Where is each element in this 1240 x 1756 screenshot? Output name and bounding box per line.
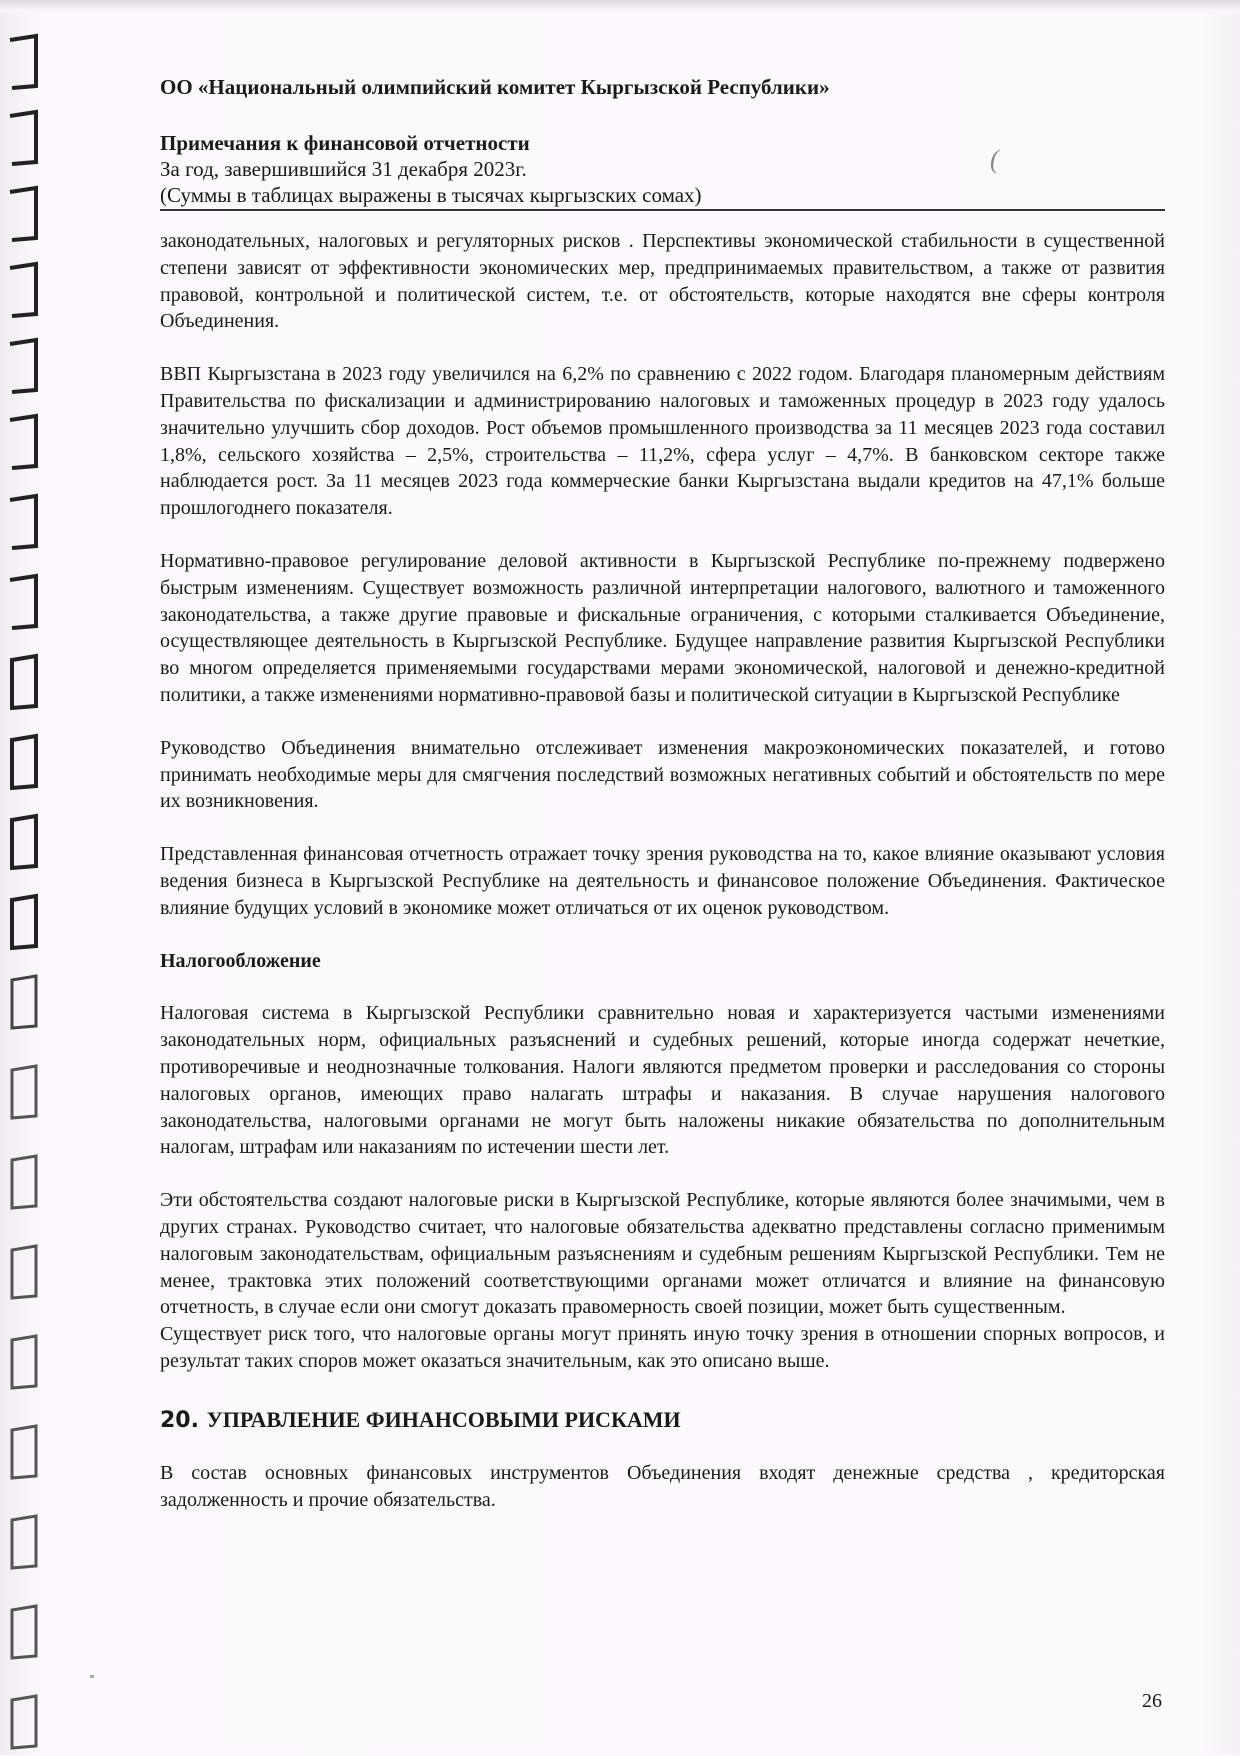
paragraph: В состав основных финансовых инструментов Объединения входят денежные средства , кредиторская задолженность и прочие обязательства. [160, 1462, 1165, 1512]
binding-ring [6, 890, 44, 956]
binding-ring [6, 258, 44, 324]
binding-ring [6, 1330, 44, 1396]
notes-title: Примечания к финансовой отчетности [160, 131, 530, 155]
organization-name: ОО «Национальный олимпийский комитет Кыргызской Республики» [160, 75, 830, 99]
binding-ring [6, 1600, 44, 1666]
binding-ring [6, 1510, 44, 1576]
binding-ring [6, 334, 44, 400]
binding-ring [6, 1420, 44, 1486]
document-body [160, 228, 1165, 1540]
paragraph: Представленная финансовая отчетность отражает точку зрения руководства на то, какое влияние оказывают условия ведения бизнеса в Кыргызской Республике на деятельность и финансовое положение Объединения. Фактическое влияние будущих условий в экономике может отличаться от их оценок руководством. [160, 843, 1165, 919]
paragraph: Эти обстоятельства создают налоговые риски в Кыргызской Республике, которые являются более значимыми, чем в других странах. Руководство считает, что налоговые обязательства адекватно представлены согласно применимым налоговым законодательствам, официальным разъяснениям и судебным решениям Кыргызской Республики. Тем не менее, трактовка этих положений соответствующими органами может отличатся и влияние на финансовую отчетность, в случае если они смогут доказать правомерность своей позиции, может быть существенным. [160, 1189, 1165, 1319]
binding-ring [6, 970, 44, 1036]
scan-top-edge [0, 0, 1240, 12]
taxation-heading: Налогообложение [160, 949, 321, 972]
section-number: 20. [160, 1407, 199, 1433]
spiral-binding [6, 30, 50, 1755]
document-header [160, 75, 1160, 100]
header-divider [160, 209, 1165, 211]
section-title: УПРАВЛЕНИЕ ФИНАНСОВЫМИ РИСКАМИ [206, 1406, 681, 1432]
currency-units: (Суммы в таблицах выражены в тысячах кыргызских сомах) [160, 183, 702, 207]
binding-ring [6, 1150, 44, 1216]
binding-ring [6, 730, 44, 796]
notes-header [160, 130, 702, 208]
page-number: 26 [1142, 1690, 1162, 1712]
section-20-heading [160, 1407, 1165, 1435]
binding-ring [6, 106, 44, 172]
paragraph: законодательных, налоговых и регуляторных рисков . Перспективы экономической стабильности в существенной степени зависят от эффективности экономических мер, предпринимаемых правительством, а также от развития правовой, контрольной и политической систем, т.е. от обстоятельств, которые находятся вне сферы контроля Объединения. [160, 230, 1165, 333]
margin-pencil-mark: ( [990, 145, 999, 174]
paragraph: Существует риск того, что налоговые органы могут принять иную точку зрения в отношении спорных вопросов, и результат таких споров может оказаться значительным, как это описано выше. [160, 1323, 1165, 1372]
reporting-period: За год, завершившийся 31 декабря 2023г. [160, 157, 527, 181]
scan-speck [90, 1675, 94, 1678]
paragraph: ВВП Кыргызстана в 2023 году увеличился на 6,2% по сравнению с 2022 годом. Благодаря планомерным действиям Правительства по фискализации и администрированию налоговых и таможенных процедур в 2023 году удалось значительно улучшить сбор доходов. Рост объемов промышленного производства за 11 месяцев 2023 года составил 1,8%, сельского хозяйства – 2,5%, строительства – 11,2%, сфера услуг – 4,7%. В банковском секторе также наблюдается рост. За 11 месяцев 2023 года коммерческие банки Кыргызстана выдали кредитов на 47,1% больше прошлогоднего показателя. [160, 363, 1165, 520]
paragraph: Нормативно-правовое регулирование деловой активности в Кыргызской Республике по-прежнему подвержено быстрым изменениям. Существует возможность различной интерпретации налогового, валютного и таможенного законодательства, а также другие правовые и фискальные ограничения, с которыми сталкивается Объединение, осуществляющее деятельность в Кыргызской Республике. Будущее направление развития Кыргызской Республики во многом определяется применяемыми государствами мерами экономической, налоговой и денежно-кредитной политики, а также изменениями нормативно-правовой базы и политической ситуации в Кыргызской Республике [160, 549, 1165, 706]
binding-ring [6, 1690, 44, 1756]
binding-ring [6, 30, 44, 96]
paragraph: Налоговая система в Кыргызской Республики сравнительно новая и характеризуется частыми изменениями законодательных норм, официальных разъяснений и судебных решений, которые иногда содержат нечеткие, противоречивые и неоднозначные толкования. Налоги являются предметом проверки и расследования со стороны налоговых органов, имеющих право налагать штрафы и наказания. В случае нарушения налогового законодательства, налоговыми органами не могут быть наложены никакие обязательства по дополнительным налогам, штрафам или наказаниям по истечении шести лет. [160, 1002, 1165, 1159]
binding-ring [6, 570, 44, 636]
binding-ring [6, 410, 44, 476]
binding-ring [6, 1060, 44, 1126]
binding-ring [6, 810, 44, 876]
binding-ring [6, 182, 44, 248]
paragraph: Руководство Объединения внимательно отслеживает изменения макроэкономических показателей, и готово принимать необходимые меры для смягчения последствий возможных негативных событий и обстоятельств по мере их возникновения. [160, 736, 1165, 813]
binding-ring [6, 490, 44, 556]
binding-ring [6, 1240, 44, 1306]
binding-ring [6, 650, 44, 716]
